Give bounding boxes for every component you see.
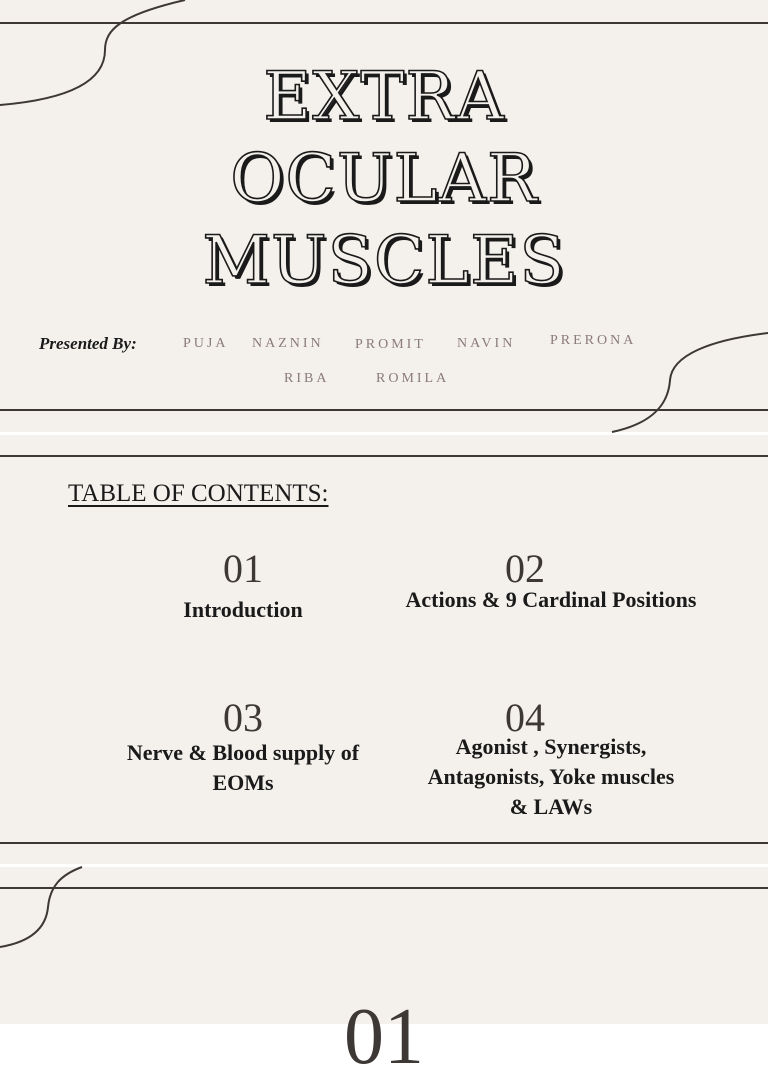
title-line: MUSCLES xyxy=(202,222,566,299)
bottom-rule xyxy=(0,842,768,844)
section-number: 01 xyxy=(344,993,424,1081)
bottom-rule xyxy=(0,409,768,411)
title-line: EXTRA xyxy=(263,58,505,135)
toc-number: 03 xyxy=(223,695,263,740)
toc-number: 04 xyxy=(505,695,545,740)
toc-heading: TABLE OF CONTENTS: xyxy=(68,480,329,507)
presenter-name: PRERONA xyxy=(550,333,637,348)
presenter-name: PROMIT xyxy=(355,337,426,352)
presenter-name: PUJA xyxy=(183,336,229,351)
presenter-name: RIBA xyxy=(284,371,330,386)
toc-number: 02 xyxy=(505,546,545,591)
presenter-name: NAVIN xyxy=(457,336,516,351)
title-line: OCULAR xyxy=(230,140,538,217)
toc-slide xyxy=(0,435,768,864)
toc-number: 01 xyxy=(223,546,263,591)
top-rule xyxy=(0,455,768,457)
section-slide xyxy=(0,867,768,1081)
toc-item-label: Introduction xyxy=(183,597,303,622)
title-slide xyxy=(0,0,768,432)
presentation-title xyxy=(0,56,768,302)
top-rule xyxy=(0,22,768,24)
presented-by-label: Presented By: xyxy=(39,334,137,353)
toc-item-label: Actions & 9 Cardinal Positions xyxy=(405,587,697,612)
toc-item-label: Agonist , Synergists, Antagonists, Yoke muscles & LAWs xyxy=(427,734,675,819)
top-rule xyxy=(0,887,768,889)
toc-item-label: Nerve & Blood supply of EOMs xyxy=(126,740,360,795)
presenter-name: ROMILA xyxy=(376,371,450,386)
presenter-name: NAZNIN xyxy=(252,336,324,351)
